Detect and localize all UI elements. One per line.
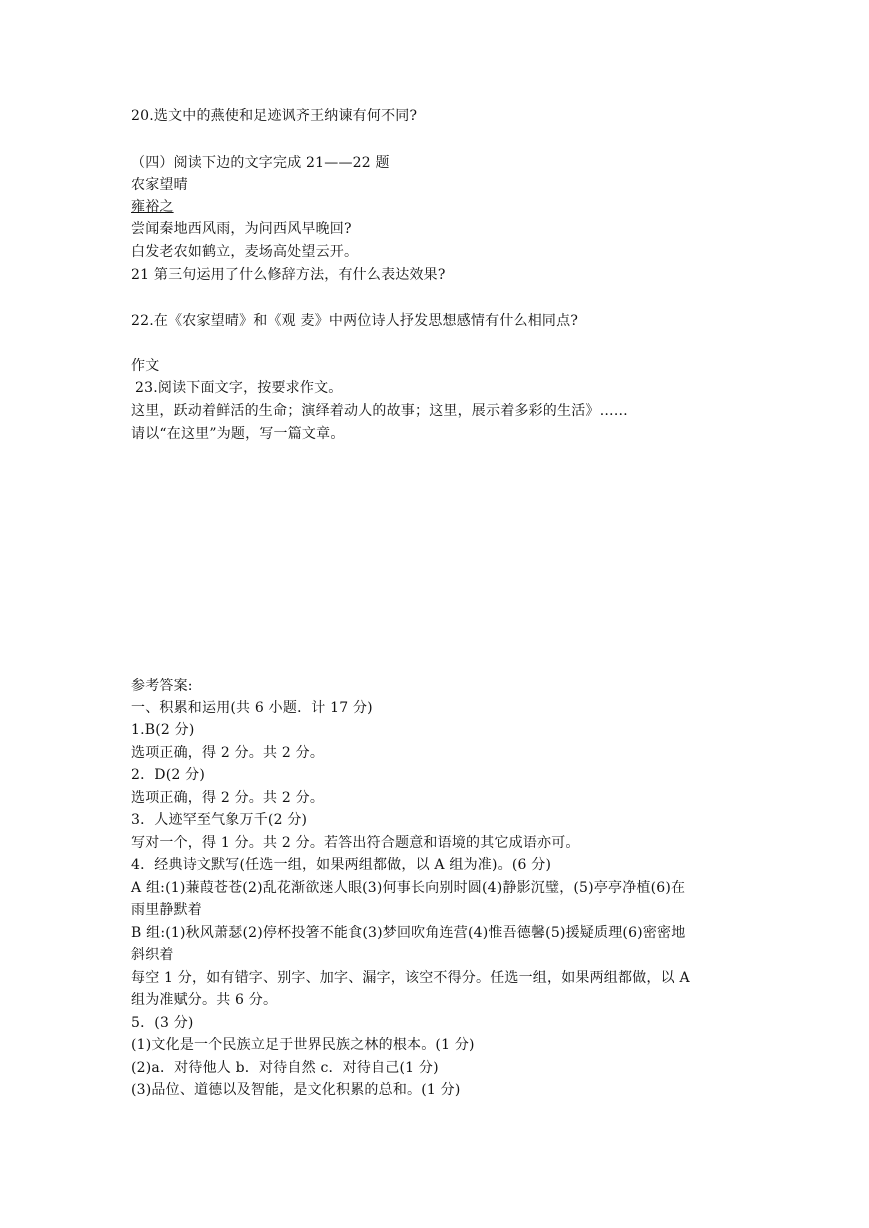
answer-4-group-b-1: B 组:(1)秋风萧瑟(2)停杯投箸不能食(3)梦回吹角连营(4)惟吾德馨(5)援疑质理(6)密密地 — [131, 925, 686, 941]
poem-line-1: 尝闻秦地西风雨，为问西风早晚回? — [131, 221, 352, 237]
answer-5-3: (3)品位、道德以及智能，是文化积累的总和。(1 分) — [131, 1082, 461, 1098]
composition-heading: 作文 — [131, 358, 160, 374]
part4-heading: （四）阅读下边的文字完成 21——22 题 — [131, 155, 390, 171]
question-23-task: 请以“在这里”为题，写一篇文章。 — [131, 426, 345, 442]
answer-2: 2．D(2 分) — [131, 767, 206, 783]
answer-5-2: (2)a．对待他人 b．对待自然 c．对待自己(1 分) — [131, 1060, 439, 1076]
question-22: 22.在《农家望晴》和《观 麦》中两位诗人抒发思想感情有什么相同点? — [131, 313, 579, 329]
answer-4-group-b-2: 斜织着 — [131, 947, 174, 963]
answer-1: 1.B(2 分) — [131, 722, 195, 738]
answers-heading: 参考答案: — [131, 678, 193, 694]
question-23-text: 这里，跃动着鲜活的生命；演绎着动人的故事；这里，展示着多彩的生活》…… — [131, 403, 628, 419]
poem-line-2: 白发老农如鹤立，麦场高处望云开。 — [131, 244, 359, 260]
poem-title: 农家望晴 — [131, 177, 188, 193]
answer-4: 4．经典诗文默写(任选一组，如果两组都做，以 A 组为准)。(6 分) — [131, 857, 552, 873]
answer-4-note-2: 组为准赋分。共 6 分。 — [131, 992, 278, 1008]
question-23: 23.阅读下面文字，按要求作文。 — [135, 380, 343, 396]
answer-1-note: 选项正确，得 2 分。共 2 分。 — [131, 745, 325, 761]
answers-part1: 一、积累和运用(共 6 小题．计 17 分) — [131, 700, 373, 716]
answer-5-1: (1)文化是一个民族立足于世界民族之林的根本。(1 分) — [131, 1037, 475, 1053]
answer-4-group-a-2: 雨里静默着 — [131, 902, 202, 918]
answer-4-group-a-1: A 组:(1)蒹葭苍苍(2)乱花渐欲迷人眼(3)何事长向别时圆(4)静影沉璧，(5)亭亭净植(6)在 — [131, 880, 686, 896]
question-20: 20.选文中的燕使和足迹讽齐王纳谏有何不同? — [131, 108, 418, 124]
answer-3-note: 写对一个，得 1 分。共 2 分。若答出符合题意和语境的其它成语亦可。 — [131, 835, 580, 851]
answer-2-note: 选项正确，得 2 分。共 2 分。 — [131, 790, 325, 806]
answer-4-note-1: 每空 1 分，如有错字、别字、加字、漏字，该空不得分。任选一组，如果两组都做，以 A — [131, 970, 690, 986]
answer-3: 3．人迹罕至气象万千(2 分) — [131, 812, 308, 828]
answer-5: 5．(3 分) — [131, 1015, 194, 1031]
question-21: 21 第三句运用了什么修辞方法，有什么表达效果? — [131, 267, 446, 283]
poem-author: 雍裕之 — [131, 199, 174, 215]
